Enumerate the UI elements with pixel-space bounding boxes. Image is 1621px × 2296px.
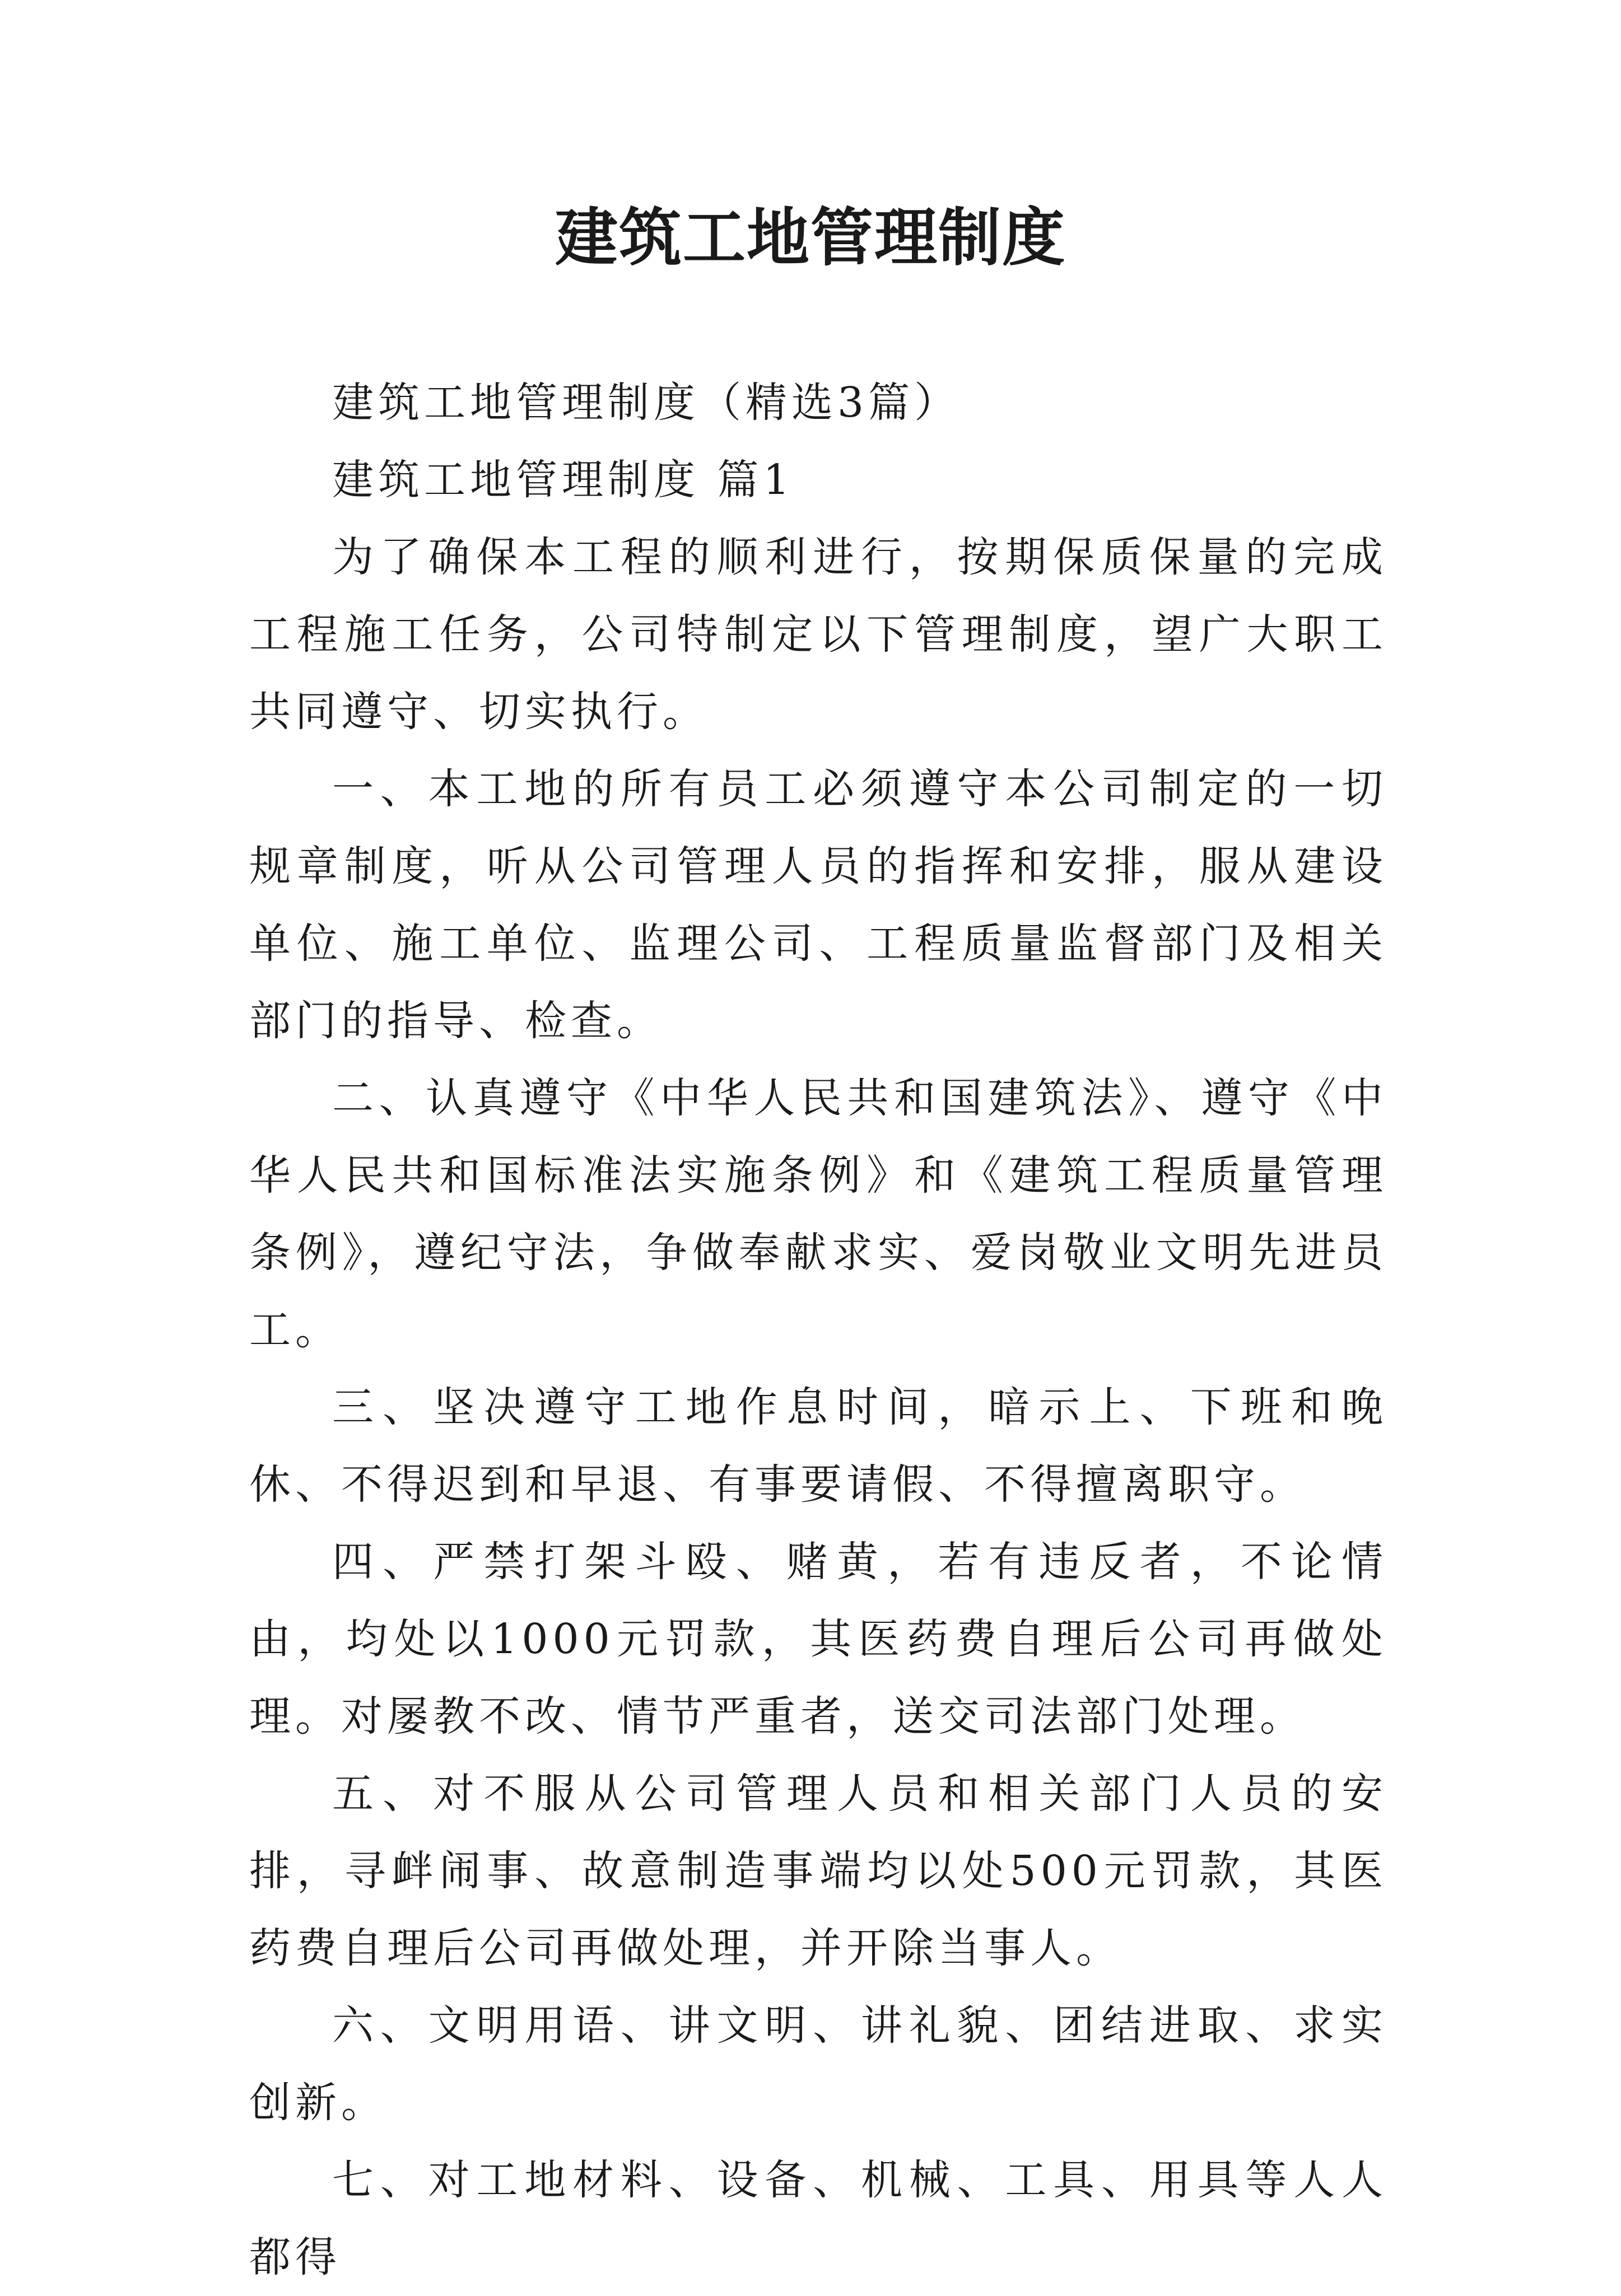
paragraph-section-heading: 建筑工地管理制度 篇1 <box>332 456 794 504</box>
paragraph-subtitle: 建筑工地管理制度（精选3篇） <box>332 379 961 427</box>
document-body <box>249 364 1387 2296</box>
paragraph-rule-1: 一、本工地的所有员工必须遵守本公司制定的一切规章制度，听从公司管理人员的指挥和安排，服从建设单位、施工单位、监理公司、工程质量监督部门及相关部门的指导、检查。 <box>249 765 1387 1045</box>
paragraph-rule-5: 五、对不服从公司管理人员和相关部门人员的安排，寻衅闹事、故意制造事端均以处500元罚款，其医药费自理后公司再做处理，并开除当事人。 <box>249 1770 1387 1972</box>
paragraph-rule-6: 六、文明用语、讲文明、讲礼貌、团结进取、求实创新。 <box>249 2001 1387 2127</box>
document-title: 建筑工地管理制度 <box>555 201 1066 274</box>
paragraph-rule-7: 七、对工地材料、设备、机械、工具、用具等人人都得 <box>249 2156 1387 2281</box>
paragraph-intro: 为了确保本工程的顺利进行，按期保质保量的完成工程施工任务，公司特制定以下管理制度，望广大职工共同遵守、切实执行。 <box>249 533 1387 736</box>
paragraph-rule-4: 四、严禁打架斗殴、赌黄，若有违反者，不论情由，均处以1000元罚款，其医药费自理后公司再做处理。对屡教不改、情节严重者，送交司法部门处理。 <box>249 1538 1387 1740</box>
paragraph-rule-3: 三、坚决遵守工地作息时间，暗示上、下班和晚休、不得迟到和早退、有事要请假、不得擅离职守。 <box>249 1383 1387 1509</box>
paragraph-rule-2: 二、认真遵守《中华人民共和国建筑法》、遵守《中华人民共和国标准法实施条例》和《建筑工程质量管理条例》，遵纪守法，争做奉献求实、爱岗敬业文明先进员工。 <box>249 1074 1387 1354</box>
